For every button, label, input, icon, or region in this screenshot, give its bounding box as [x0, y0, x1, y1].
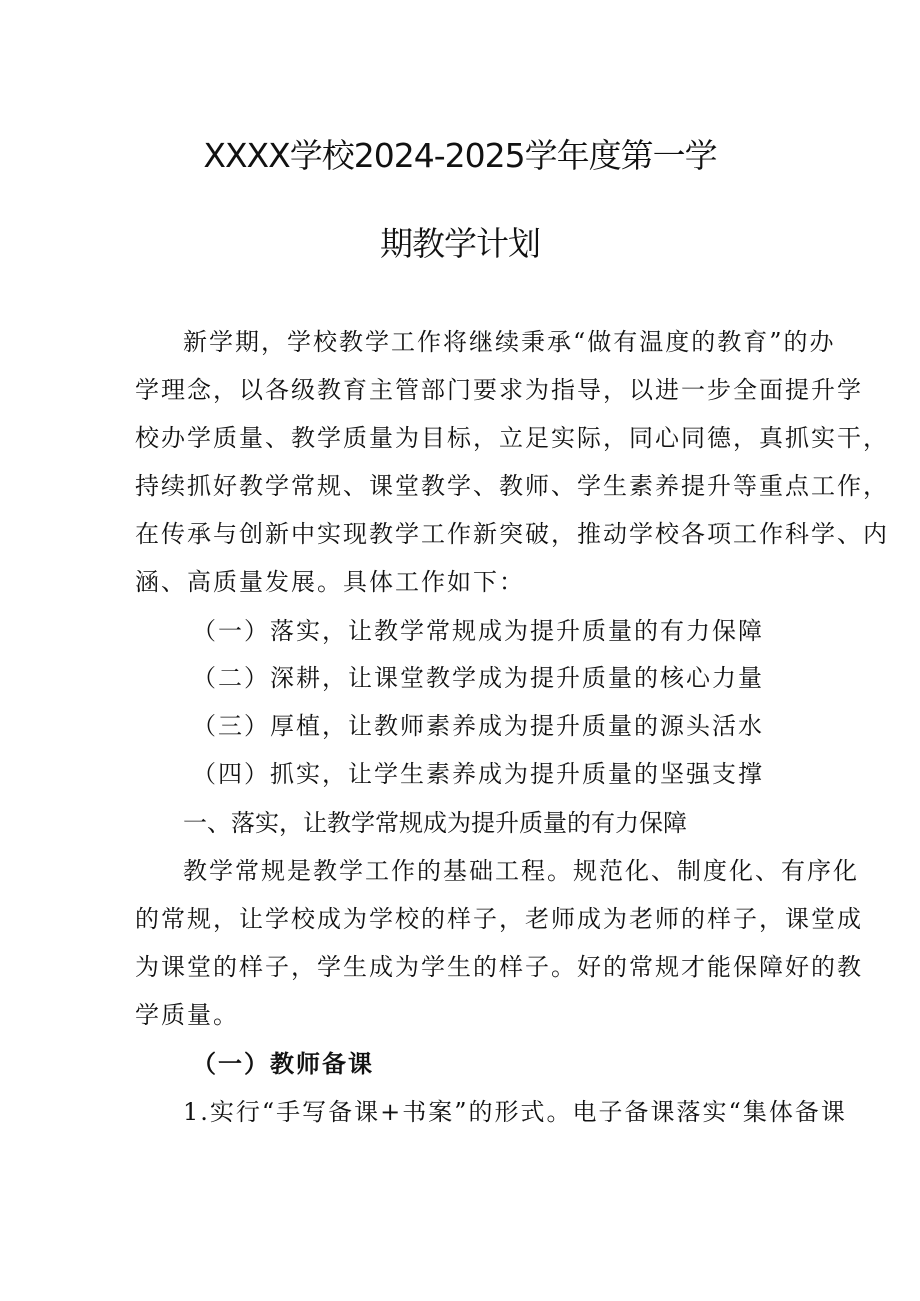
- intro-line-2: 学理念，以各级教育主管部门要求为指导，以进一步全面提升学: [135, 376, 863, 404]
- intro-line-3: 校办学质量、教学质量为目标，立足实际，同心同德，真抓实干，: [135, 424, 889, 452]
- section-1-line-4: 学质量。: [135, 1001, 239, 1029]
- intro-line-1: 新学期，学校教学工作将继续秉承“做有温度的教育”的办: [183, 328, 836, 356]
- document-title-line-2: 期教学计划: [380, 224, 540, 263]
- outline-item-3: （三）厚植，让教师素养成为提升质量的源头活水: [192, 712, 764, 740]
- intro-line-6: 涵、高质量发展。具体工作如下：: [135, 568, 525, 596]
- item-1-line: 1.实行“手写备课+书案”的形式。电子备课落实“集体备课: [183, 1098, 847, 1126]
- subsection-1-heading: （一）教师备课: [192, 1049, 374, 1078]
- outline-item-1: （一）落实，让教学常规成为提升质量的有力保障: [192, 617, 764, 645]
- section-1-line-2: 的常规，让学校成为学校的样子，老师成为老师的样子，课堂成: [135, 905, 863, 933]
- section-1-heading: 一、落实，让教学常规成为提升质量的有力保障: [183, 809, 687, 837]
- intro-line-5: 在传承与创新中实现教学工作新突破，推动学校各项工作科学、内: [135, 520, 889, 548]
- outline-item-2: （二）深耕，让课堂教学成为提升质量的核心力量: [192, 664, 764, 692]
- document-title-line-1: XXXX学校2024-2025学年度第一学: [203, 136, 717, 175]
- intro-line-4: 持续抓好教学常规、课堂教学、教师、学生素养提升等重点工作，: [135, 472, 889, 500]
- section-1-line-1: 教学常规是教学工作的基础工程。规范化、制度化、有序化: [183, 857, 859, 885]
- outline-item-4: （四）抓实，让学生素养成为提升质量的坚强支撑: [192, 760, 764, 788]
- section-1-line-3: 为课堂的样子，学生成为学生的样子。好的常规才能保障好的教: [135, 953, 863, 981]
